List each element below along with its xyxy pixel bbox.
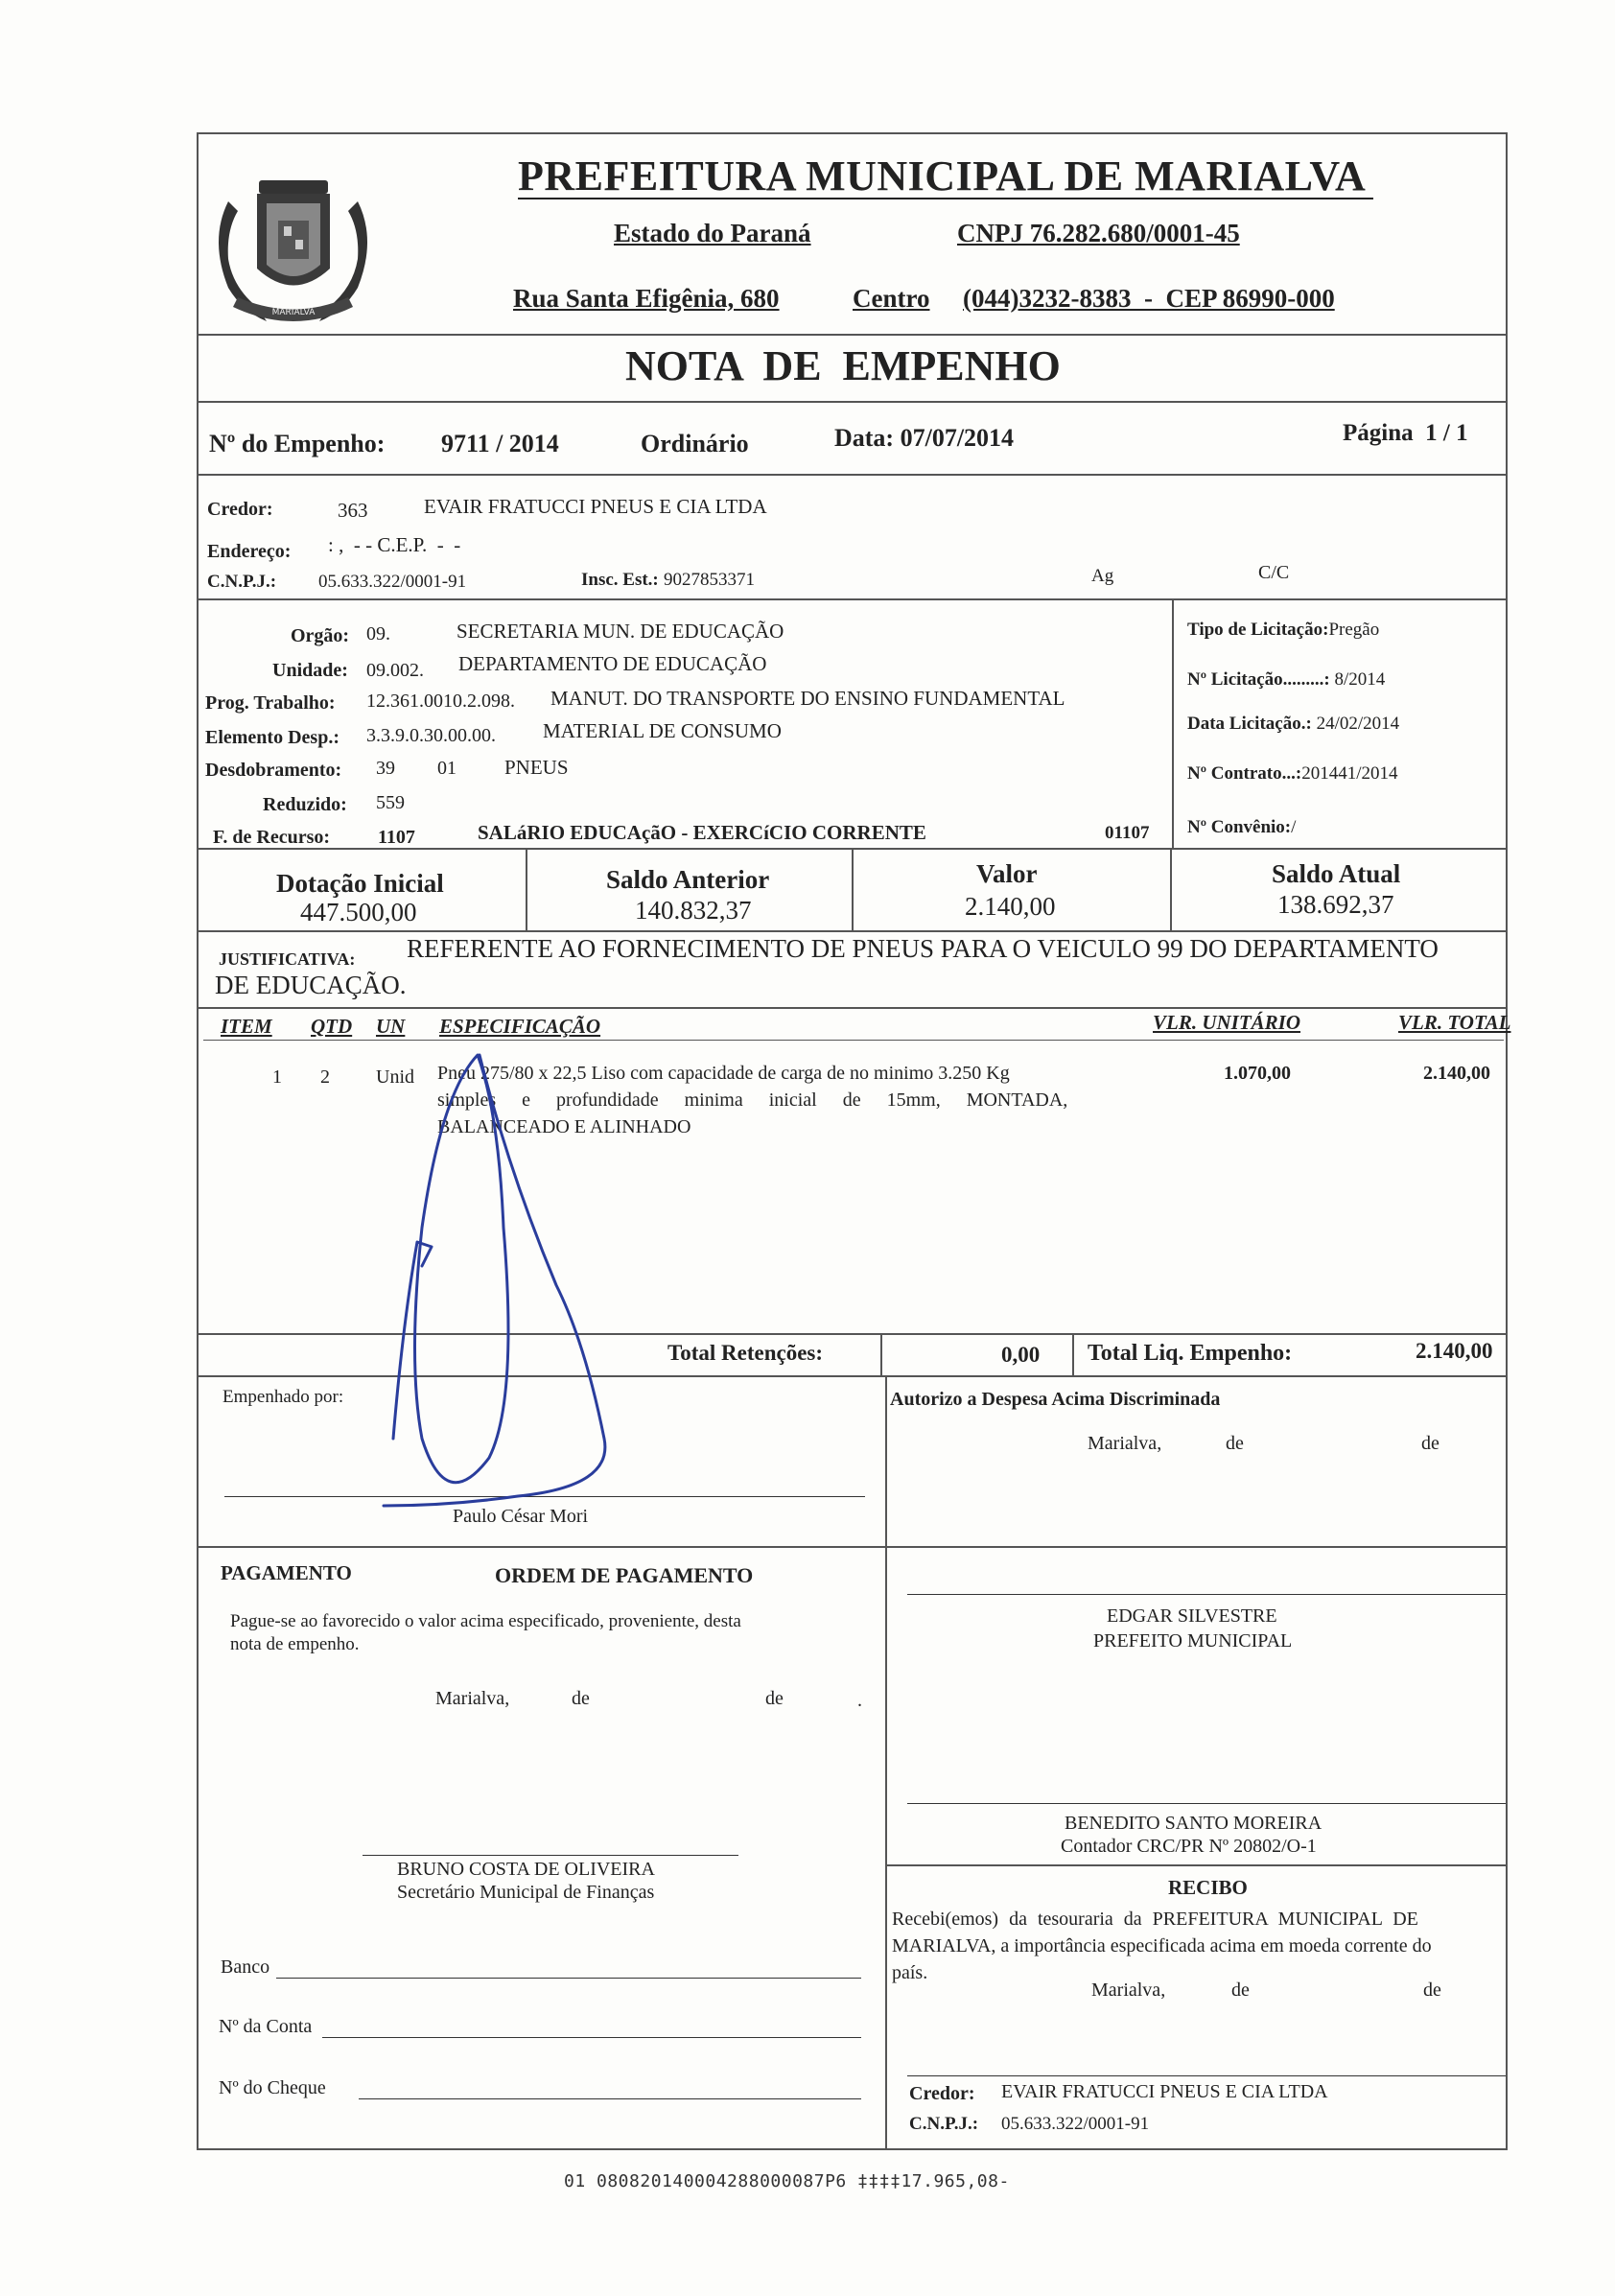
divider [197,1546,1508,1548]
pagamento-label: PAGAMENTO [221,1561,352,1584]
prefeito-cargo: PREFEITO MUNICIPAL [1093,1630,1293,1652]
numero-convenio-label: Nº Convênio: [1187,817,1292,837]
autorizo-label: Autorizo a Despesa Acima Discriminada [890,1389,1221,1410]
cheque-label: Nº do Cheque [219,2077,326,2098]
desdobramento-b: 01 [437,758,456,779]
cheque-field [359,2098,861,2099]
conta-corrente-label: C/C [1258,562,1290,583]
svg-text:MARIALVA: MARIALVA [271,308,316,317]
banco-label: Banco [221,1956,270,1978]
divider [197,1007,1508,1009]
dotacao-label: Dotação Inicial [276,869,444,898]
pagamento-texto-2: nota de empenho. [230,1634,360,1654]
recibo-texto-3: país. [892,1962,928,1983]
desdobramento-name: PNEUS [504,756,569,779]
data-licitacao [1187,714,1399,735]
justificativa-label: JUSTIFICATIVA: [219,949,356,969]
item-qty: 2 [320,1066,330,1088]
empenho-date: Data: 07/07/2014 [834,424,1015,452]
divider [197,930,1508,932]
recibo-texto-1: Recebi(emos) da tesouraria da PREFEITURA MUNICIPAL DE [892,1909,1418,1930]
desdobramento-a: 39 [376,758,395,779]
pagamento-de-2: de [765,1688,784,1709]
credor-cnpj-label: C.N.P.J.: [207,572,277,592]
orgao-code: 09. [366,623,390,644]
col-header-un: UN [376,1015,406,1038]
col-header-especificacao: ESPECIFICAÇÃO [439,1015,601,1038]
empenhado-nome: Paulo César Mori [453,1506,589,1527]
col-header-item: ITEM [221,1015,272,1038]
page-number: Página 1 / 1 [1343,420,1468,446]
data-licitacao-value: 24/02/2014 [1316,714,1400,734]
divider [197,401,1508,403]
col-header-qtd: QTD [311,1015,353,1038]
credor-name: EVAIR FRATUCCI PNEUS E CIA LTDA [424,495,767,518]
recibo-credor: EVAIR FRATUCCI PNEUS E CIA LTDA [1001,2081,1328,2102]
recurso-name: SALáRIO EDUCAçãO - EXERCíCIO CORRENTE [478,821,926,844]
signature-line [907,2075,1506,2076]
recibo-title: RECIBO [1168,1876,1248,1899]
elemento-code: 3.3.9.0.30.00.00. [366,725,496,746]
desdobramento-label: Desdobramento: [205,760,342,781]
saldo-anterior-value: 140.832,37 [635,896,752,925]
recibo-de-1: de [1231,1980,1250,2001]
prog-label: Prog. Trabalho: [205,692,336,714]
saldo-atual-label: Saldo Atual [1272,859,1401,888]
liquido-label: Total Liq. Empenho: [1088,1341,1293,1366]
reduzido-label: Reduzido: [263,794,347,815]
handwritten-signature [364,1036,652,1515]
barcode-text: 01 080820140004288000087P6 ‡‡‡‡17.965,08- [564,2171,1010,2191]
divider [197,474,1508,476]
conta-field [322,2037,861,2038]
district-label: Centro [853,284,930,313]
unidade-label: Unidade: [272,660,348,681]
ordem-pagamento-label: ORDEM DE PAGAMENTO [495,1563,754,1587]
pagamento-de-1: de [572,1688,590,1709]
signature-line [363,1855,738,1856]
agencia-label: Ag [1091,566,1114,586]
justificativa-line-2: DE EDUCAÇÃO. [215,971,407,999]
prog-name: MANUT. DO TRANSPORTE DO ENSINO FUNDAMENTAL [550,687,1065,710]
document-title: NOTA DE EMPENHO [625,342,1061,389]
prefeitura-title: PREFEITURA MUNICIPAL DE MARIALVA [518,152,1367,199]
col-header-vlr-total: VLR. TOTAL [1398,1011,1511,1034]
divider [885,1864,1508,1866]
elemento-name: MATERIAL DE CONSUMO [543,719,782,742]
prefeito-nome: EDGAR SILVESTRE [1107,1605,1277,1627]
state-label: Estado do Paraná [614,219,811,247]
recibo-texto-2: MARIALVA, a importância especificada acima em moeda corrente do [892,1935,1432,1956]
autorizo-de-1: de [1226,1433,1244,1454]
endereco-label: Endereço: [207,541,292,562]
tipo-licitacao [1187,620,1379,641]
conta-label: Nº da Conta [219,2016,313,2037]
item-unit: Unid [376,1066,414,1088]
data-licitacao-label: Data Licitação.: [1187,714,1312,734]
divider [197,334,1508,336]
liquido-value: 2.140,00 [1416,1339,1493,1363]
saldo-anterior-label: Saldo Anterior [606,865,770,894]
reduzido-value: 559 [376,792,405,813]
empenho-number: 9711 / 2014 [441,430,559,457]
empenhado-por-label: Empenhado por: [222,1387,344,1407]
contador-cargo: Contador CRC/PR Nº 20802/O-1 [1061,1836,1317,1857]
pagamento-local: Marialva, [435,1688,510,1709]
empenho-number-label: Nº do Empenho: [209,430,386,457]
recurso-label: F. de Recurso: [213,827,331,848]
recurso-code: 1107 [378,827,415,848]
pagamento-ponto: . [857,1690,862,1711]
title-underline [518,198,1373,199]
insc-label: Insc. Est.: [581,570,659,590]
divider [885,1375,887,2150]
numero-contrato [1187,763,1397,785]
credor-cnpj: 05.633.322/0001-91 [318,572,467,592]
item-number: 1 [272,1066,282,1088]
pagamento-texto-1: Pague-se ao favorecido o valor acima especificado, proveniente, desta [230,1611,741,1631]
item-total-price: 2.140,00 [1423,1063,1490,1084]
autorizo-de-2: de [1421,1433,1439,1454]
signature-line [907,1594,1506,1595]
elemento-label: Elemento Desp.: [205,727,339,748]
phone-cep-label: (044)3232-8383 - CEP 86990-000 [963,284,1335,313]
divider [1172,598,1174,848]
numero-licitacao-value: 8/2014 [1334,669,1386,690]
unidade-code: 09.002. [366,660,424,681]
tipo-licitacao-value: Pregão [1328,620,1380,640]
empenho-type: Ordinário [641,430,749,457]
contador-nome: BENEDITO SANTO MOREIRA [1065,1813,1322,1834]
item-spec-line-2: simples e profundidade minima inicial de 15mm, MONTADA, [437,1089,1068,1111]
numero-contrato-label: Nº Contrato...: [1187,763,1302,784]
recibo-cnpj: 05.633.322/0001-91 [1001,2114,1150,2134]
insc-value: 9027853371 [664,570,755,590]
credor-label: Credor: [207,499,273,520]
street-label: Rua Santa Efigênia, 680 [513,284,780,313]
unidade-name: DEPARTAMENTO DE EDUCAÇÃO [458,652,767,675]
numero-contrato-value: 201441/2014 [1301,763,1398,784]
secretario-nome: BRUNO COSTA DE OLIVEIRA [397,1859,655,1880]
cnpj-label: CNPJ 76.282.680/0001-45 [957,219,1240,247]
endereco-value: : , - - C.E.P. - - [328,533,461,556]
divider [1170,848,1172,930]
numero-licitacao-label: Nº Licitação.........: [1187,669,1330,690]
valor-label: Valor [976,859,1038,888]
item-unit-price: 1.070,00 [1224,1063,1291,1084]
item-spec-line-1: Pneu 275/80 x 22,5 Liso com capacidade de carga de no minimo 3.250 Kg [437,1063,1010,1084]
tipo-licitacao-label: Tipo de Licitação: [1187,620,1329,640]
numero-licitacao [1187,669,1385,691]
justificativa-line-1: REFERENTE AO FORNECIMENTO DE PNEUS PARA O VEICULO 99 DO DEPARTAMENTO [407,934,1439,963]
recibo-cnpj-label: C.N.P.J.: [909,2114,979,2134]
retencoes-value: 0,00 [1001,1343,1041,1367]
municipal-crest-logo [199,144,386,336]
prog-code: 12.361.0010.2.098. [366,691,515,712]
col-header-vlr-unitario: VLR. UNITÁRIO [1153,1011,1301,1034]
banco-field [276,1978,861,1979]
item-spec-line-3: BALANCEADO E ALINHADO [437,1116,691,1137]
recurso-number: 01107 [1105,823,1150,843]
retencoes-label: Total Retenções: [667,1341,824,1365]
divider [852,848,854,930]
numero-convenio [1187,817,1296,838]
orgao-label: Orgão: [291,625,350,646]
divider [526,848,527,930]
autorizo-local: Marialva, [1088,1433,1162,1454]
recibo-de-2: de [1423,1980,1441,2001]
recibo-local: Marialva, [1091,1980,1166,2001]
signature-line [907,1803,1506,1804]
secretario-cargo: Secretário Municipal de Finanças [397,1882,655,1903]
numero-convenio-value: / [1291,817,1297,837]
dotacao-value: 447.500,00 [300,898,417,926]
recibo-credor-label: Credor: [909,2083,975,2104]
saldo-atual-value: 138.692,37 [1277,890,1394,919]
orgao-name: SECRETARIA MUN. DE EDUCAÇÃO [456,620,784,643]
divider [197,598,1508,600]
credor-code: 363 [338,499,368,522]
divider [880,1333,882,1375]
valor-value: 2.140,00 [965,892,1056,921]
divider [1072,1333,1074,1375]
